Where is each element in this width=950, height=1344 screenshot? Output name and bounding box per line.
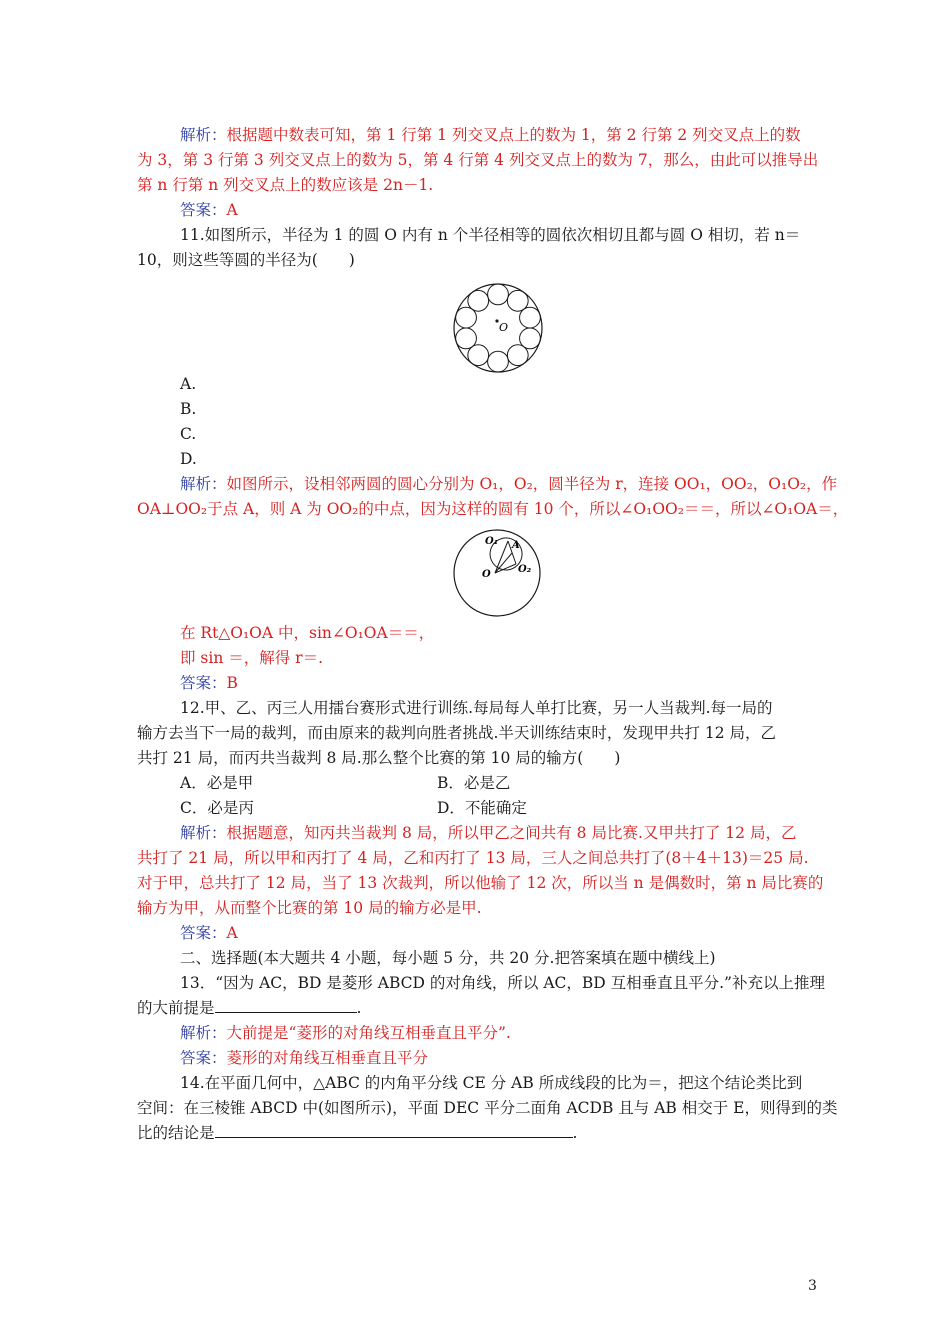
q14-stem-end: . [572,1124,578,1142]
q11-option-d: D. [180,450,197,468]
q12-stem-line-2: 输方去当下一局的裁判，而由原来的裁判向胜者挑战.半天训练结束时，发现甲共打 12 局，乙 [137,724,777,742]
small-circles [456,284,541,372]
q12-stem-line-3: 共打 21 局，而丙共当裁判 8 局.那么整个比赛的第 10 局的输方( ) [137,749,621,767]
q13-stem-line-1: 13．“因为 AC，BD 是菱形 ABCD 的对角线，所以 AC，BD 互相垂直且平分.”补充以上推理 [180,974,825,992]
analysis-label: 解析： [180,1024,227,1042]
q10-analysis-line-1 [180,123,817,148]
q11-stem-line-2: 10，则这些等圆的半径为( ) [137,251,355,269]
small-circle [468,290,489,311]
answer-label: 答案： [180,1049,227,1067]
small-circle [488,284,509,305]
q13-stem-text: 的大前提是 [137,999,215,1017]
q11-option-b: B. [180,400,197,418]
small-circle [488,351,509,372]
label-a: A [512,540,520,551]
q12-answer [180,921,817,946]
q11-answer [180,671,817,696]
analysis-label: 解析： [180,126,227,144]
q10-analysis-line-3: 第 n 行第 n 列交叉点上的数应该是 2n－1. [137,176,434,194]
q11-analysis-figure [452,528,542,618]
analysis-text: 如图所示，设相邻两圆的圆心分别为 O₁，O₂，圆半径为 r，连接 OO₁，OO₂，O₁O₂，作 [226,475,838,493]
q13-answer-blank[interactable] [215,996,357,1013]
q10-answer [180,198,817,223]
q12-analysis-line-3: 对于甲，总共打了 12 局，当了 13 次裁判，所以他输了 12 次，所以当 n 是偶数时，第 n 局比赛的 [137,874,824,892]
q13-answer [180,1046,817,1071]
q12-options-row-1 [180,771,817,796]
small-circle [507,345,528,366]
q13-stem-end: . [356,999,362,1017]
label-o1: O₁ [485,536,499,547]
answer-value: A [226,924,238,942]
q12-option-a: A．必是甲 [180,774,254,792]
q14-stem-text: 比的结论是 [137,1124,215,1142]
label-o2: O₂ [518,564,532,575]
q11-after-line-2: 即 sin ＝，解得 r＝. [180,649,324,667]
q12-stem-line-1: 12.甲、乙、丙三人用擂台赛形式进行训练.每局每人单打比赛，另一人当裁判.每一局的 [180,699,773,717]
q13-analysis [180,1021,817,1046]
q11-stem-line-1: 11.如图所示，半径为 1 的圆 O 内有 n 个半径相等的圆依次相切且都与圆 O 相切，若 n＝ [180,226,801,244]
q12-option-d: D．不能确定 [437,799,527,817]
answer-label: 答案： [180,924,227,942]
q12-option-c: C．必是丙 [180,799,254,817]
small-circle [456,328,477,349]
q12-option-b: B．必是乙 [437,774,511,792]
q12-analysis-line-4: 输方为甲，从而整个比赛的第 10 局的输方必是甲. [137,899,482,917]
analysis-label: 解析： [180,475,227,493]
analysis-label: 解析： [180,824,227,842]
q14-stem-line-1: 14.在平面几何中，△ABC 的内角平分线 CE 分 AB 所成线段的比为＝，把这个结论类比到 [180,1074,803,1092]
center-label: O [499,321,509,334]
label-o: O [482,569,491,580]
q11-option-c: C. [180,425,197,443]
q11-option-a: A. [180,375,197,393]
page-number: 3 [808,1278,817,1294]
small-circle [520,307,541,328]
answer-value: A [226,201,238,219]
q14-stem-line-2: 空间：在三棱锥 ABCD 中(如图所示)，平面 DEC 平分二面角 ACDB 且与 AB 相交于 E，则得到的类 [137,1099,838,1117]
q11-analysis-line-1 [180,472,838,497]
section-2-heading: 二、选择题(本大题共 4 小题，每小题 5 分，共 20 分.把答案填在题中横线上) [180,949,716,967]
q14-stem-line-3 [137,1121,817,1146]
q14-answer-blank[interactable] [215,1121,573,1138]
q12-analysis-line-2: 共打了 21 局，所以甲和丙打了 4 局，乙和丙打了 13 局，三人之间总共打了(8＋4＋13)＝25 局. [137,849,809,867]
q12-analysis-line-1 [180,821,817,846]
q10-analysis-line-2: 为 3，第 3 行第 3 列交叉点上的数为 5，第 4 行第 4 列交叉点上的数为 7，那么，由此可以推导出 [137,151,819,169]
answer-label: 答案： [180,201,227,219]
answer-value: 菱形的对角线互相垂直且平分 [226,1049,429,1067]
q11-analysis-line-2: OA⊥OO₂于点 A，则 A 为 OO₂的中点，因为这样的圆有 10 个，所以∠O₁OO₂＝＝，所以∠O₁OA＝， [137,500,849,518]
q11-after-line-1: 在 Rt△O₁OA 中，sin∠O₁OA＝＝， [180,624,435,642]
q11-figure-circles [452,282,544,374]
analysis-text: 大前提是“菱形的对角线互相垂直且平分”. [226,1024,511,1042]
analysis-text: 根据题中数表可知，第 1 行第 1 列交叉点上的数为 1，第 2 行第 2 列交叉点上的数 [226,126,801,144]
q13-stem-line-2 [137,996,817,1021]
analysis-text: 根据题意，知丙共当裁判 8 局，所以甲乙之间共有 8 局比赛.又甲共打了 12 局，乙 [226,824,797,842]
q12-options-row-2 [180,796,817,821]
answer-label: 答案： [180,674,227,692]
answer-value: B [226,674,238,692]
